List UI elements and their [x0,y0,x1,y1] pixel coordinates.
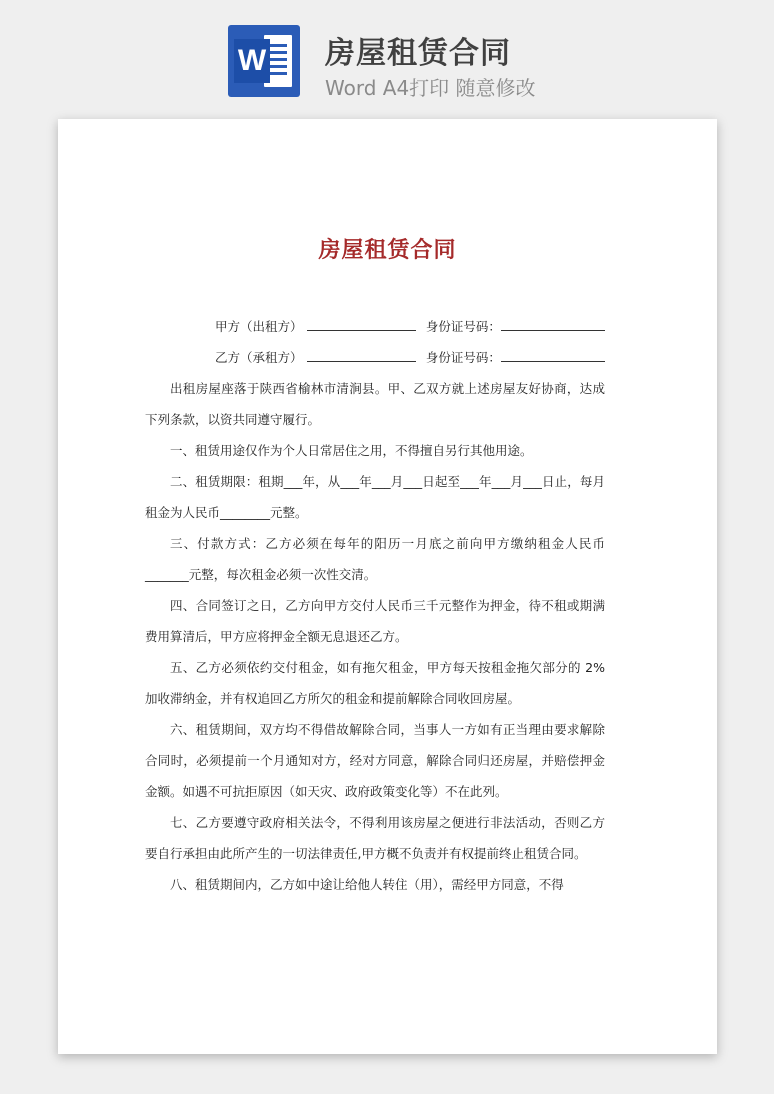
paragraph-location: 出租房屋座落于陕西省榆林市清涧县。甲、乙双方就上述房屋友好协商，达成下列条款，以资共同遵守履行。 [145,381,605,427]
party-a-line [145,311,605,342]
document-title: 房屋租赁合同 [318,238,457,263]
party-a-id-label: 身份证号码： [425,319,501,334]
party-a-name-blank [307,311,416,331]
paragraph-clause-6: 六、租赁期间，双方均不得借故解除合同，当事人一方如有正当理由要求解除合同时，必须提前一个月通知对方，经对方同意，解除合同归还房屋，并赔偿押金金额。如遇不可抗拒原因（如天灾、政府政策变化等）不在此列。 [145,722,605,799]
paragraph-clause-8: 八、租赁期间内，乙方如中途让给他人转住（用），需经甲方同意，不得 [170,877,564,892]
paragraph-clause-1: 一、租赁用途仅作为个人日常居住之用，不得擅自另行其他用途。 [170,443,533,458]
party-b-name-blank [307,342,416,362]
party-b-id-label: 身份证号码： [425,350,501,365]
paragraph-clause-2: 二、租赁期限：租期___年，从___年___月___日起至___年___月___日止，每月租金为人民币________元整。 [145,474,605,520]
document-page [58,119,717,1054]
word-icon-letter: W [234,39,270,83]
party-b-line [145,342,605,373]
word-icon [228,25,300,97]
party-a-label: 甲方（出租方） [215,319,303,334]
document-body [145,311,605,900]
party-b-label: 乙方（承租方） [215,350,303,365]
paragraph-clause-5: 五、乙方必须依约交付租金，如有拖欠租金，甲方每天按租金拖欠部分的 2%加收滞纳金，并有权追回乙方所欠的租金和提前解除合同收回房屋。 [145,660,605,706]
page-title: 房屋租赁合同 [325,36,511,71]
party-a-id-blank [501,311,605,331]
page-subtitle: Word A4打印 随意修改 [325,76,536,100]
paragraph-clause-4: 四、合同签订之日，乙方向甲方交付人民币三千元整作为押金，待不租或期满费用算清后，甲方应将押金全额无息退还乙方。 [145,598,605,644]
party-b-id-blank [501,342,605,362]
app-header [0,0,774,110]
paragraph-clause-3: 三、付款方式：乙方必须在每年的阳历一月底之前向甲方缴纳租金人民币_______元整，每次租金必须一次性交清。 [145,536,605,582]
paragraph-clause-7: 七、乙方要遵守政府相关法令，不得利用该房屋之便进行非法活动，否则乙方要自行承担由此所产生的一切法律责任,甲方概不负责并有权提前终止租赁合同。 [145,815,605,861]
